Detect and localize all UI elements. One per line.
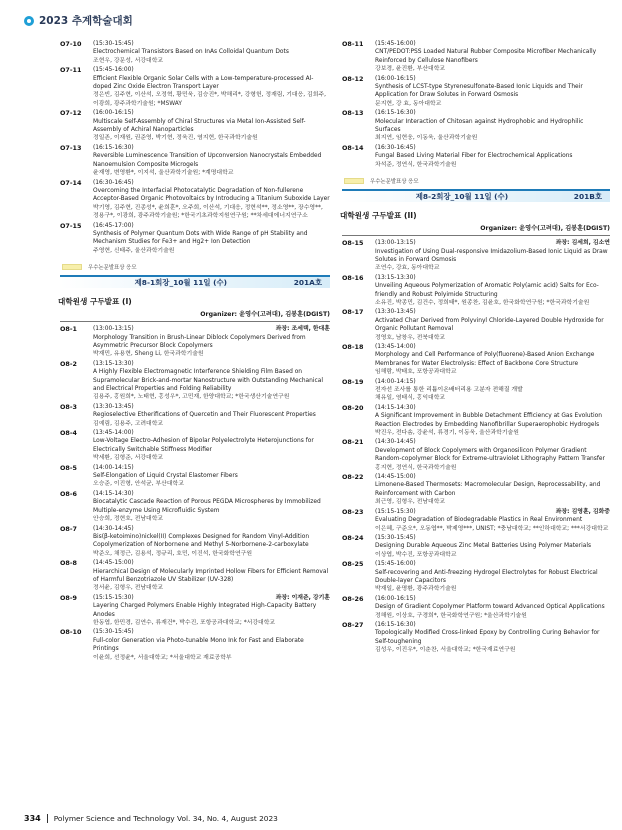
entry-title: 전자선 조사를 통한 리튬이온배터리용 고분자 전해질 개발 <box>375 387 523 393</box>
entry-time-row <box>375 144 610 152</box>
divider <box>342 235 610 236</box>
entry-title: Low-Voltage Electro-Adhesion of Bipolar Polyelectrolyte Heterojunctions for Electrically Switchable Stiffness Modifier <box>93 438 314 453</box>
entry-title: Design of Gradient Copolymer Platform toward Advanced Optical Applications <box>375 604 605 611</box>
page-footer <box>24 814 278 823</box>
right-entries-top <box>342 40 610 169</box>
entry-code: O8-17 <box>342 308 364 317</box>
entry-authors: 한동엽, 한민경, 김연수, 류재건*, 박수진, 포항공과대학교; *서강대학교 <box>93 619 276 626</box>
right-entries-session <box>342 239 610 655</box>
entry-time: (13:30-13:45) <box>93 403 134 410</box>
entry-title: Activated Char Derived from Polyvinyl Chloride-Layered Double Hydroxide for Organic Pollutant Removal <box>375 317 604 333</box>
program-entry <box>342 508 610 533</box>
entry-time: (13:15-13:30) <box>375 274 416 281</box>
entry-authors: 윤재영, 변영환*, 이지석, 울산과학기술원; *계명대학교 <box>93 170 234 177</box>
entry-title: Efficient Flexible Organic Solar Cells with a Low-temperature-processed Al-doped Zinc Oxide Electron Transport Layer <box>93 75 314 91</box>
entry-authors: 박기영, 김주현, 진종성*, 윤희훈*, 오주희, 이산석, 기대응, 정현석**, 정소영**, 장수영**, 정용구*, 이광희, 광주과학기술원; *한국기초과학지원연구원; **차세대에너지연구소 <box>93 204 323 220</box>
entry-body <box>375 473 610 507</box>
entry-body <box>375 343 610 377</box>
entry-title: Fungal Based Living Material Fiber for Electrochemical Applications <box>375 153 573 160</box>
entry-authors: 조연수, 강효, 동아대학교 <box>375 265 440 272</box>
entry-code: O8-6 <box>60 489 77 498</box>
entry-body <box>375 75 610 109</box>
entry-body <box>93 66 330 108</box>
entry-time-row <box>93 559 330 567</box>
entry-time-row <box>93 325 330 333</box>
entry-time-row <box>375 534 610 542</box>
program-entry <box>342 40 610 74</box>
entry-authors: 최지연, 임현웅, 이동욱, 울산과학기술원 <box>375 135 478 142</box>
award-legend-right <box>344 177 610 185</box>
entry-body <box>93 360 330 402</box>
entry-time-row <box>93 66 330 74</box>
entry-body <box>93 490 330 524</box>
entry-code: O8-3 <box>60 402 77 411</box>
entry-authors: 채유일, 염태식, 홍익대학교 <box>375 395 446 402</box>
program-entry <box>60 40 330 65</box>
program-entry <box>342 274 610 308</box>
entry-code: O7-13 <box>60 143 82 152</box>
program-entry <box>60 525 330 559</box>
entry-time: (16:30-16:45) <box>375 144 416 151</box>
left-column <box>60 40 330 663</box>
page-number: 334 <box>24 814 41 823</box>
program-entry <box>60 222 330 256</box>
entry-authors: 소유진, 박종민, 김건수, 정희태*, 원종찬, 김윤호, 한국화학연구원; *한국과학기술원 <box>375 299 590 306</box>
entry-code: O8-19 <box>342 377 364 386</box>
entry-code: O8-1 <box>60 325 77 334</box>
entry-body <box>375 40 610 74</box>
entry-title: Topologically Modified Cross-linked Epoxy by Controlling Curing Behavior for Self-toughening <box>375 630 600 645</box>
entry-authors: 박준오, 채정근, 김용석, 정규리, 호민, 이진석, 한국화학연구원 <box>93 550 253 557</box>
entry-time-row <box>375 508 610 516</box>
entry-time: (16:00-16:15) <box>375 75 416 82</box>
entry-title: Overcoming the Interfacial Photocatalytic Degradation of Non-fullerene Acceptor-Based Organic Photovoltaics by Introducing a Titanium Suboxide Layer <box>93 187 330 203</box>
program-entry <box>60 429 330 463</box>
entry-body <box>375 595 610 620</box>
session-bar-8-2 <box>342 189 610 202</box>
session-title: 대학원생 구두발표 (II) <box>340 211 417 221</box>
entry-body <box>375 308 610 342</box>
entry-body <box>93 40 330 65</box>
program-entry <box>342 343 610 377</box>
entry-code: O8-13 <box>342 109 364 118</box>
entry-authors: 정영호, 남창우, 전북대학교 <box>375 334 446 341</box>
entry-title: Biocatalytic Cascade Reaction of Porous PEGDA Microspheres by Immobilized Multiple-enzyme Using Microfluidic System <box>93 499 321 514</box>
entry-authors: 조현우, 강문성, 서강대학교 <box>93 57 164 64</box>
entry-body <box>93 628 330 662</box>
session-chair: 좌장: 이재준, 강기훈 <box>275 594 330 601</box>
entry-authors: 박세환, 김형준, 서강대학교 <box>93 455 164 462</box>
entry-time: (15:45-16:00) <box>375 561 416 568</box>
entry-authors: 안승희, 정현호, 전남대학교 <box>93 516 164 523</box>
entry-body <box>375 534 610 559</box>
entry-title: Reversible Luminescence Transition of Upconversion Nanocrystals Embedded Nanoemulsion Composite Microgels <box>93 153 322 168</box>
program-entry <box>60 144 330 178</box>
entry-body <box>375 508 610 533</box>
entry-code: O8-2 <box>60 359 77 368</box>
entry-body <box>375 109 610 143</box>
session-bar-8-1 <box>60 275 330 288</box>
entry-title: Morphology Transition in Brush-Linear Diblock Copolymers Derived from Asymmetric Precursor Block Copolymers <box>93 334 306 349</box>
entry-code: O8-23 <box>342 507 364 516</box>
entry-body <box>93 559 330 593</box>
entry-time: (14:00-14:15) <box>375 378 416 385</box>
entry-time-row <box>375 595 610 603</box>
session-room: 201A호 <box>293 278 322 288</box>
entry-time: (15:15-15:30) <box>375 508 416 515</box>
entry-body <box>93 464 330 489</box>
program-entry <box>342 534 610 559</box>
program-entry <box>342 404 610 438</box>
session-room: 201B호 <box>573 192 602 202</box>
program-entry <box>60 109 330 143</box>
entry-time: (16:00-16:15) <box>375 595 416 602</box>
entry-authors: 주영현, 신태주, 울산과학기술원 <box>93 247 175 254</box>
legend-label: 우수논문발표상 응모 <box>370 179 419 186</box>
program-entry <box>342 595 610 620</box>
entry-body <box>93 403 330 428</box>
entry-time-row <box>93 490 330 498</box>
entry-title: Investigation of Using Dual-responsive Imidazolium-Based Ionic Liquid as Draw Solutes in Forward Osmosis <box>375 248 608 263</box>
entry-authors: 이은혜, 구준오*, 오동엽**, 박제영***, UNIST; *충남대학교; **인하대학교; ***서강대학교 <box>375 525 609 532</box>
conference-bullet-icon <box>24 16 34 26</box>
entry-time: (13:15-13:30) <box>93 360 134 367</box>
entry-time-row <box>375 473 610 481</box>
left-entries-session <box>60 325 330 662</box>
program-entry <box>60 179 330 221</box>
entry-authors: 박재민, 유용현, Sheng Li, 한국과학기술원 <box>93 351 204 358</box>
entry-time: (14:30-14:45) <box>375 439 416 446</box>
entry-time: (16:45-17:00) <box>93 222 134 229</box>
entry-title: Molecular Interaction of Chitosan against Hydrophobic and Hydrophilic Surfaces <box>375 118 584 134</box>
entry-code: O8-7 <box>60 524 77 533</box>
entry-body <box>375 378 610 403</box>
entry-code: O8-4 <box>60 429 77 438</box>
entry-time: (15:45-16:00) <box>375 41 416 47</box>
entry-authors: 김용주, 홍원희*, 노태현, 홍성우*, 고민재, 한양대학교; *한국생산기술연구원 <box>93 394 290 401</box>
entry-code: O7-11 <box>60 66 82 75</box>
entry-time-row <box>93 40 330 48</box>
entry-time-row <box>93 144 330 152</box>
program-entry <box>342 473 610 507</box>
program-entry <box>342 621 610 655</box>
program-entry <box>60 559 330 593</box>
entry-time-row <box>375 75 610 83</box>
entry-title: Synthesis of LCST-type Styrenesulfonate-Based Ionic Liquids and Their Application for Draw Solutes in Forward Osmosis <box>375 84 583 99</box>
entry-body <box>93 429 330 463</box>
entry-code: O7-10 <box>60 40 82 48</box>
entry-body <box>375 274 610 308</box>
program-entry <box>342 308 610 342</box>
entry-time: (14:15-14:30) <box>93 490 134 497</box>
entry-title: Development of Block Copolymers with Organosilicon Polymer Gradient Random-copolymer Block for Extreme-ultraviolet Lithography Pattern Transfer <box>375 447 605 463</box>
entry-time: (15:30-15:45) <box>93 41 134 47</box>
entry-time: (13:00-13:15) <box>375 240 416 247</box>
entry-time-row <box>375 109 610 117</box>
entry-time: (16:30-16:45) <box>93 179 134 186</box>
entry-body <box>375 438 610 472</box>
entry-title: Hierarchical Design of Molecularly Imprinted Hollow Fibers for Efficient Removal of Harmful Benzotriazole UV Stabilizer (UV-328) <box>93 568 329 583</box>
entry-title: Electrochemical Transistors Based on InAs Colloidal Quantum Dots <box>93 49 289 56</box>
program-entry <box>60 325 330 359</box>
entry-code: O8-26 <box>342 594 364 603</box>
entry-code: O8-5 <box>60 463 77 472</box>
divider <box>60 321 330 322</box>
entry-time-row <box>93 403 330 411</box>
award-legend <box>62 263 330 271</box>
entry-code: O8-9 <box>60 593 77 602</box>
entry-body <box>375 144 610 169</box>
entry-title: Regioselective Etherifications of Quercetin and Their Fluorescent Properties <box>93 412 316 419</box>
entry-authors: 최근영, 김형우, 전남대학교 <box>375 499 446 506</box>
entry-code: O8-14 <box>342 143 364 152</box>
entry-time: (16:00-16:15) <box>93 110 134 117</box>
entry-time: (15:45-16:00) <box>93 67 134 74</box>
entry-time-row <box>93 109 330 117</box>
entry-time: (14:30-14:45) <box>93 525 134 532</box>
entry-authors: 이윤희, 선정윤*, 서울대학교; *서울대학교 재료공학부 <box>93 654 232 661</box>
entry-body <box>375 621 610 655</box>
entry-time: (14:45-15:00) <box>93 560 134 567</box>
entry-time: (14:15-14:30) <box>375 404 416 411</box>
page-header <box>24 13 133 28</box>
entry-title: Multiscale Self-Assembly of Chiral Structures via Metal Ion-Assisted Self-Assembly of Achiral Nanoparticles <box>93 118 306 134</box>
entry-time-row <box>375 438 610 446</box>
entry-title: Morphology and Cell Performance of Poly(fluorene)-Based Anion Exchange Membranes for Water Electrolysis: Effect of Backbone Core Structure <box>375 352 595 367</box>
program-entry <box>60 464 330 489</box>
session-chair: 좌장: 조세택, 한대훈 <box>275 326 330 333</box>
entry-time-row <box>93 628 330 636</box>
entry-authors: 임해람, 박태호, 포항공과대학교 <box>375 369 457 376</box>
entry-time: (13:00-13:15) <box>93 326 134 333</box>
entry-time: (15:30-15:45) <box>93 629 134 636</box>
entry-body <box>93 222 330 256</box>
entry-time-row <box>375 560 610 568</box>
entry-time-row <box>93 360 330 368</box>
page-header-title: 2023 추계학술대회 <box>39 15 133 27</box>
program-entry <box>342 560 610 594</box>
program-entry <box>60 360 330 402</box>
program-entry <box>60 66 330 108</box>
entry-title: Limonene-Based Thermosets: Macromolecular Design, Reprocessability, and Reinforcement with Carbon <box>375 482 601 497</box>
entry-body <box>93 325 330 359</box>
program-entry <box>342 438 610 472</box>
entry-code: O8-8 <box>60 559 77 568</box>
entry-code: O7-15 <box>60 221 82 230</box>
entry-time-row <box>375 378 610 386</box>
journal-citation: Polymer Science and Technology Vol. 34, No. 4, August 2023 <box>53 814 278 823</box>
entry-authors: 정은빈, 김주현, 이산석, 오정혁, 황민욱, 김승진*, 박해리*, 강형헌, 정재림, 기대응, 김희주, 이광희, 광주과학기술원; *MSWAY <box>93 92 326 107</box>
entry-time-row <box>375 404 610 412</box>
entry-time: (14:45-15:00) <box>375 474 416 481</box>
entry-code: O8-12 <box>342 74 364 83</box>
legend-label: 우수논문발표상 응모 <box>88 265 137 272</box>
legend-swatch <box>344 178 364 184</box>
entry-time-row <box>375 308 610 316</box>
entry-code: O8-21 <box>342 438 364 447</box>
entry-time-row <box>375 621 610 629</box>
entry-time: (15:15-15:30) <box>93 594 134 601</box>
entry-code: O8-24 <box>342 533 364 542</box>
entry-body <box>93 179 330 221</box>
entry-title: Layering Charged Polymers Enable Highly Integrated High-Capacity Battery Anodes <box>93 603 317 618</box>
entry-code: O8-18 <box>342 342 364 351</box>
entry-time: (14:00-14:15) <box>93 464 134 471</box>
entry-time-row <box>93 429 330 437</box>
entry-title: Synthesis of Polymer Quantum Dots with Wide Range of pH Stability and Mechanism Studies for Fe3+ and Hg2+ Ion Detection <box>93 230 308 246</box>
legend-swatch <box>62 264 82 270</box>
entry-authors: 차석준, 정연식, 한국과학기술원 <box>375 161 457 168</box>
program-entry <box>342 239 610 273</box>
entry-title: A Significant Improvement in Bubble Detachment Efficiency at Gas Evolution Reaction Electrodes by Embedding Nanofibrillar Superaerophobic Hydrogels <box>375 413 602 428</box>
session-date: 제8-1회장_10월 11일 (수) <box>134 278 228 288</box>
entry-authors: 오승준, 이진형, 안석균, 부산대학교 <box>93 481 184 488</box>
entry-time: (13:45-14:00) <box>375 343 416 350</box>
entry-title: Full-color Generation via Photo-tunable Mono Ink for Fast and Elaborate Printings <box>93 637 304 653</box>
entry-code: O7-12 <box>60 109 82 118</box>
entry-title: Bis(β-ketoimino)nickel(II) Complexes Designed for Random Vinyl-Addition Copolymerization of Norbornene and Methyl 5-Norbornene-2-carboxylate <box>93 533 310 549</box>
entry-title: Designing Durable Aqueous Zinc Metal Batteries Using Polymer Materials <box>375 543 592 550</box>
program-entry <box>342 109 610 143</box>
footer-divider <box>47 814 48 823</box>
entry-title: Evaluating Degradation of Biodegradable Plastics in Real Environment <box>375 517 583 524</box>
entry-authors: 정서윤, 김형우, 전남대학교 <box>93 585 164 592</box>
entry-code: O8-20 <box>342 403 364 412</box>
entry-body <box>93 109 330 143</box>
entry-title: Self-Elongation of Liquid Crystal Elastomer Fibers <box>93 473 238 480</box>
entry-body <box>93 144 330 178</box>
session-organizer: Organizer: 윤영수(고려대), 김봉훈(DGIST) <box>480 225 610 233</box>
entry-body <box>375 404 610 438</box>
entry-title: Self-recovering and Anti-freezing Hydrogel Electrolytes for Robust Electrical Double-layer Capacitors <box>375 569 598 584</box>
session-title: 대학원생 구두발표 (I) <box>58 297 132 307</box>
entry-code: O8-16 <box>342 273 364 282</box>
entry-body <box>93 594 330 628</box>
entry-time-row <box>93 594 330 602</box>
entry-authors: 박재일, 윤명환, 광주과학기술원 <box>375 586 457 593</box>
entry-authors: 이상엽, 박수진, 포항공과대학교 <box>375 551 457 558</box>
entry-time: (16:15-16:30) <box>375 110 416 117</box>
program-entry <box>60 490 330 524</box>
left-entries-top <box>60 40 330 255</box>
entry-authors: 홍지현, 정연식, 한국과학기술원 <box>375 464 457 471</box>
entry-time: (16:15-16:30) <box>93 144 134 151</box>
entry-code: O7-14 <box>60 178 82 187</box>
entry-code: O8-15 <box>342 239 364 248</box>
entry-authors: 정해원, 이상호, 구경희*, 한국화학연구원; *울산과학기술원 <box>375 612 527 619</box>
session-organizer: Organizer: 윤영수(고려대), 김봉훈(DGIST) <box>200 311 330 319</box>
entry-code: O8-25 <box>342 560 364 569</box>
entry-time: (13:45-14:00) <box>93 430 134 437</box>
entry-time-row <box>375 40 610 48</box>
entry-time: (16:15-16:30) <box>375 621 416 628</box>
entry-time: (13:30-13:45) <box>375 309 416 316</box>
entry-code: O8-27 <box>342 620 364 629</box>
entry-authors: 박진우, 전다솜, 강윤석, 류경기, 이동욱, 울산과학기술원 <box>375 430 519 437</box>
entry-code: O8-11 <box>342 40 364 48</box>
entry-code: O8-10 <box>60 628 82 637</box>
entry-time-row <box>93 179 330 187</box>
entry-body <box>375 560 610 594</box>
entry-authors: 김성우, 이진우*, 이춘찬, 서울대학교; *한국재료연구원 <box>375 647 516 654</box>
entry-title: A Highly Flexible Electromagnetic Interference Shielding Film Based on Supramolecular Brick-and-mortar Nanostructure with Outstanding Mechanical and Electrical Properties and Folding Reliability <box>93 369 324 392</box>
program-entry <box>60 628 330 662</box>
entry-body <box>375 239 610 273</box>
entry-time-row <box>375 239 610 247</box>
entry-title: CNT/PEDOT:PSS Loaded Natural Rubber Composite Microfiber Mechanically Reinforced by Cellulose Nanofibers <box>375 49 597 64</box>
entry-body <box>93 525 330 559</box>
entry-code: O8-22 <box>342 473 364 482</box>
entry-time-row <box>93 525 330 533</box>
entry-authors: 정일존, 이재원, 권준영, 박기현, 정욱진, 염지현, 한국과학기술원 <box>93 135 258 142</box>
entry-time-row <box>375 343 610 351</box>
entry-time-row <box>93 464 330 472</box>
entry-time-row <box>93 222 330 230</box>
session-date: 제8-2회장_10월 11일 (수) <box>415 192 509 202</box>
right-column <box>342 40 610 656</box>
session-chair: 좌장: 김세희, 김소연 <box>555 240 610 247</box>
session-chair: 좌장: 김영훈, 김화중 <box>555 508 610 515</box>
program-entry <box>342 378 610 403</box>
entry-authors: 김예림, 김용주, 고려대학교 <box>93 420 164 427</box>
entry-time: (15:30-15:45) <box>375 534 416 541</box>
entry-title: Unveiling Aqueous Polymerization of Aromatic Poly(amic acid) Salts for Eco-friendly and Robust Polyimide Structuring <box>375 283 599 298</box>
program-entry <box>342 75 610 109</box>
program-entry <box>60 594 330 628</box>
program-entry <box>60 403 330 428</box>
program-entry <box>342 144 610 169</box>
entry-authors: 강보경, 윤진환, 부산대학교 <box>375 66 446 73</box>
entry-authors: 문지현, 강 효, 동아대학교 <box>375 100 442 107</box>
entry-time-row <box>375 274 610 282</box>
